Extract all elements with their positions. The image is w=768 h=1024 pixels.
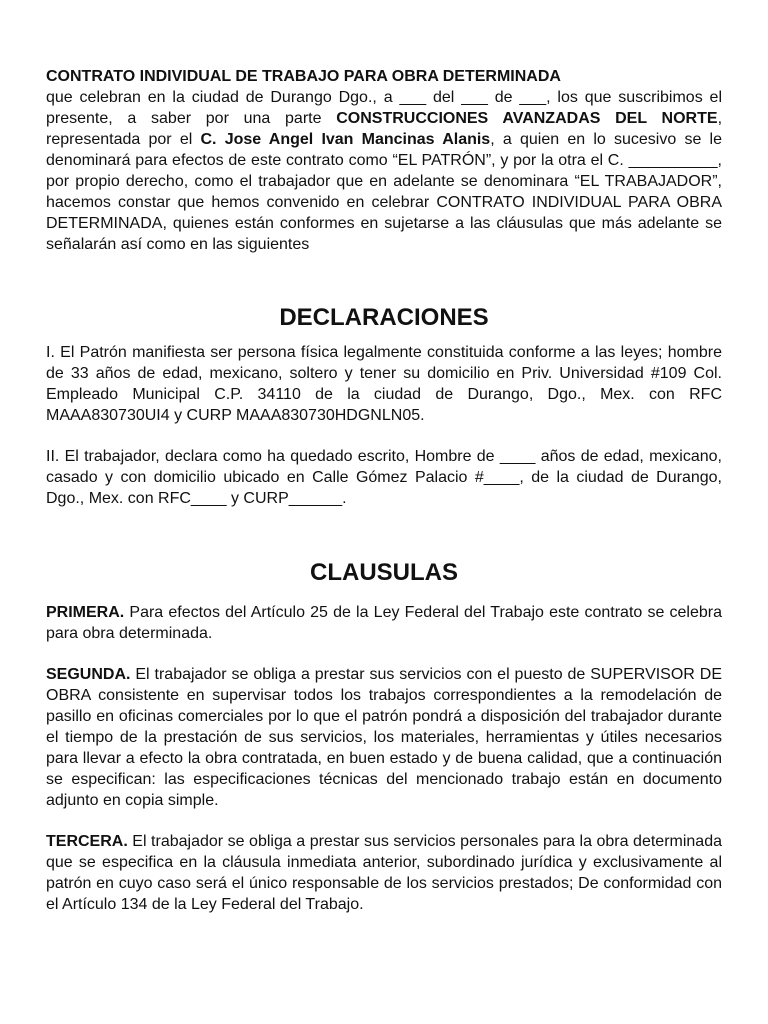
clause-segunda — [46, 664, 722, 811]
clause-text: El trabajador se obliga a prestar sus servicios con el puesto de SUPERVISOR DE OBRA consistente en supervisar todos los trabajos correspondientes a la remodelación de pasillo en oficinas comerciales por lo que el patrón pondrá a disposición del trabajador durante el tiempo de la prestación de sus servicios, los materiales, herramientas y útiles necesarios para llevar a efecto la obra contratada, en buen estado y de buena calidad, que a continuación se especifican: las especificaciones técnicas del mencionado trabajo están en documento adjunto en copia simple. — [46, 666, 722, 809]
clause-label: TERCERA. — [46, 833, 128, 850]
company-name: CONSTRUCCIONES AVANZADAS DEL NORTE — [336, 110, 718, 127]
representative-name: C. Jose Angel Ivan Mancinas Alanis — [200, 131, 491, 148]
clause-primera — [46, 602, 722, 644]
intro-text-part3: , a quien en lo sucesivo se le denominará para efectos de este contrato como “EL PATRÓN”, y por la otra el C. __________, por propio derecho, como el trabajador que en adelante se denominara “EL TRABAJADOR”, hacemos constar que hemos convenido en celebrar CONTRATO INDIVIDUAL PARA OBRA DETERMINADA, quienes están conformes en sujetarse a las cláusulas que más adelante se señalarán así como en las siguientes — [46, 131, 723, 253]
declaration-item: I. El Patrón manifiesta ser persona física legalmente constituida conforme a las leyes; hombre de 33 años de edad, mexicano, soltero y tener su domicilio en Priv. Universidad #109 Col. Empleado Municipal C.P. 34110 de la ciudad de Durango, Dgo., Mex. con RFC MAAA830730UI4 y CURP MAAA830730HDGNLN05. — [46, 344, 722, 424]
intro-text-part2: , representada por el — [46, 110, 723, 148]
clause-tercera — [46, 831, 722, 915]
clauses-heading: CLAUSULAS — [310, 559, 458, 586]
declaration-item: II. El trabajador, declara como ha quedado escrito, Hombre de ____ años de edad, mexicano, casado y con domicilio ubicado en Calle Gómez Palacio #____, de la ciudad de Durango, Dgo., Mex. con RFC____ y CURP______. — [46, 448, 722, 507]
clause-text: Para efectos del Artículo 25 de la Ley Federal del Trabajo este contrato se celebra para obra determinada. — [46, 604, 722, 642]
clause-label: PRIMERA. — [46, 604, 125, 621]
clause-label: SEGUNDA. — [46, 666, 131, 683]
clause-text: El trabajador se obliga a prestar sus servicios personales para la obra determinada que se especifica en la cláusula inmediata anterior, subordinado jurídica y exclusivamente al patrón en cuyo caso será el único responsable de los servicios prestados; De conformidad con el Artículo 134 de la Ley Federal del Trabajo. — [46, 833, 722, 913]
intro-text-part1: que celebran en la ciudad de Durango Dgo., a ___ del ___ de ___, los que suscribimos el presente, a saber por una parte — [46, 89, 722, 127]
contract-page — [46, 66, 722, 915]
declarations-heading: DECLARACIONES — [279, 304, 489, 331]
document-title: CONTRATO INDIVIDUAL DE TRABAJO PARA OBRA DETERMINADA — [46, 68, 561, 85]
intro-paragraph — [46, 87, 722, 255]
